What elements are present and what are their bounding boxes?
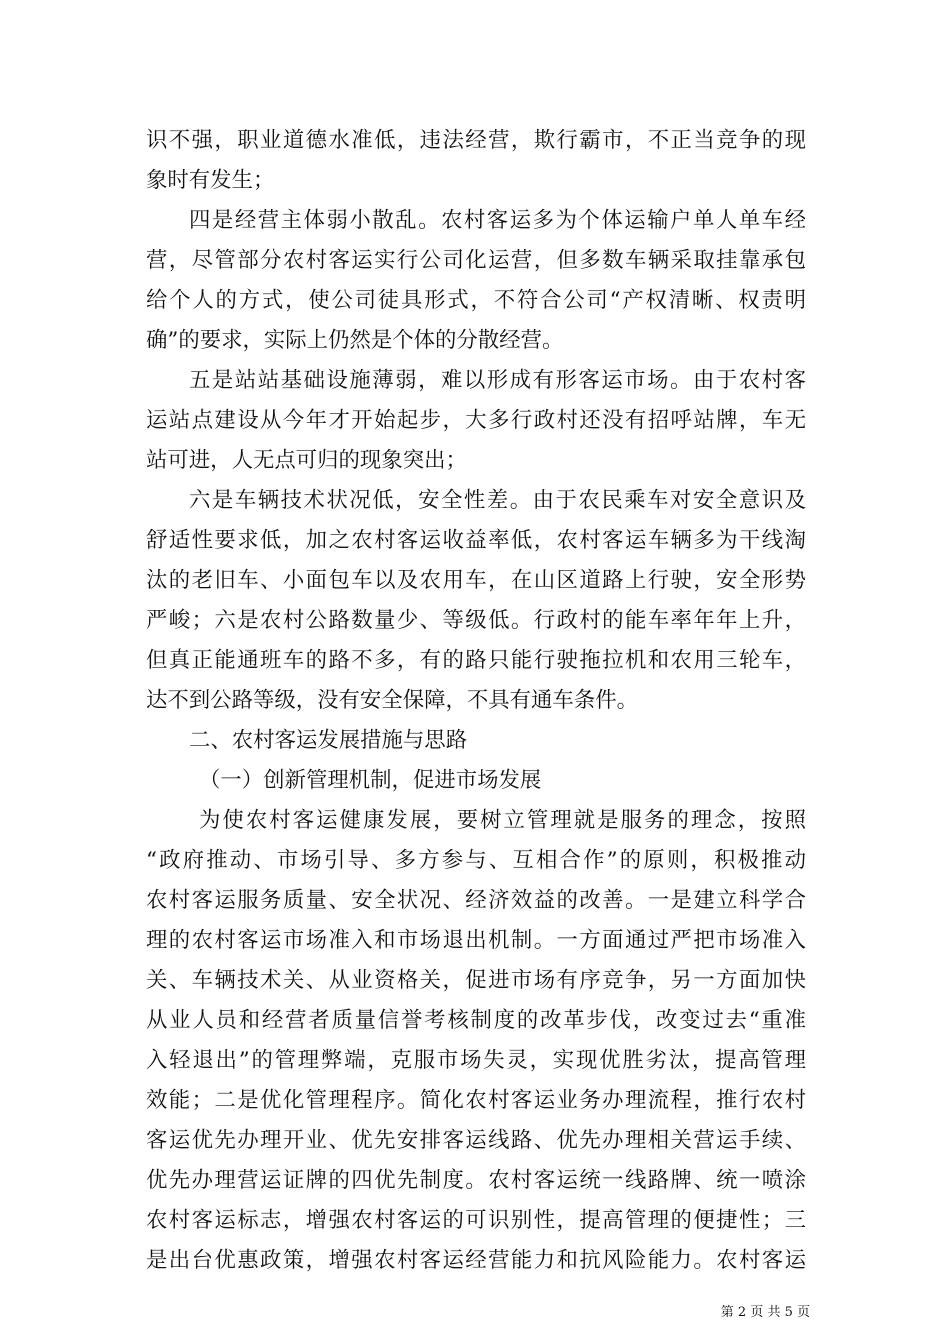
text-line: 五是站站基础设施薄弱，难以形成有形客运市场。由于农村客 bbox=[189, 368, 806, 393]
text-line: 给个人的方式，使公司徒具形式，不符合公司“产权清晰、权责明 bbox=[146, 288, 806, 313]
text-line: 关、车辆技术关、从业资格关，促进市场有序竞争，另一方面加快 bbox=[146, 968, 806, 993]
text-line: 汰的老旧车、小面包车以及农用车，在山区道路上行驶，安全形势 bbox=[146, 568, 806, 593]
text-line: 四是经营主体弱小散乱。农村客运多为个体运输户单人单车经 bbox=[189, 208, 806, 233]
text-line: 识不强，职业道德水准低，违法经营，欺行霸市，不正当竞争的现 bbox=[146, 128, 806, 153]
text-line: 效能；二是优化管理程序。简化农村客运业务办理流程，推行农村 bbox=[146, 1088, 806, 1113]
text-line: 六是车辆技术状况低，安全性差。由于农民乘车对安全意识及 bbox=[189, 488, 806, 513]
text-line: 舒适性要求低，加之农村客运收益率低，农村客运车辆多为干线淘 bbox=[146, 528, 806, 553]
text-line: 象时有发生； bbox=[146, 168, 275, 193]
text-line: 入轻退出”的管理弊端，克服市场失灵，实现优胜劣汰，提高管理 bbox=[146, 1048, 806, 1073]
text-line: 客运优先办理开业、优先安排客运线路、优先办理相关营运手续、 bbox=[146, 1128, 806, 1153]
text-line: 严峻；六是农村公路数量少、等级低。行政村的能车率年年上升， bbox=[146, 608, 806, 633]
section-heading: 二、农村客运发展措施与思路 bbox=[189, 728, 468, 753]
text-line: 站可进，人无点可归的现象突出； bbox=[146, 448, 467, 473]
text-line: 确”的要求，实际上仍然是个体的分散经营。 bbox=[146, 328, 564, 353]
text-line: 为使农村客运健康发展，要树立管理就是服务的理念，按照 bbox=[199, 808, 806, 833]
text-line: 农村客运标志，增强农村客运的可识别性，提高管理的便捷性；三 bbox=[146, 1208, 806, 1233]
subsection-heading: （一）创新管理机制，促进市场发展 bbox=[199, 768, 542, 793]
text-line: 营，尽管部分农村客运实行公司化运营，但多数车辆采取挂靠承包 bbox=[146, 248, 806, 273]
text-line: 是出台优惠政策，增强农村客运经营能力和抗风险能力。农村客运 bbox=[146, 1248, 806, 1273]
text-line: 农村客运服务质量、安全状况、经济效益的改善。一是建立科学合 bbox=[146, 888, 806, 913]
text-line: 从业人员和经营者质量信誉考核制度的改革步伐，改变过去“重准 bbox=[146, 1008, 806, 1033]
text-line: 运站点建设从今年才开始起步，大多行政村还没有招呼站牌，车无 bbox=[146, 408, 806, 433]
text-line: 达不到公路等级，没有安全保障，不具有通车条件。 bbox=[146, 688, 638, 713]
text-line: 理的农村客运市场准入和市场退出机制。一方面通过严把市场准入 bbox=[146, 928, 806, 953]
text-line: “政府推动、市场引导、多方参与、互相合作”的原则，积极推动 bbox=[146, 848, 806, 873]
text-line: 优先办理营运证牌的四优先制度。农村客运统一线路牌、统一喷涂 bbox=[146, 1168, 806, 1193]
text-line: 但真正能通班车的路不多，有的路只能行驶拖拉机和农用三轮车， bbox=[146, 648, 806, 673]
page-number-footer: 第 2 页 共 5 页 bbox=[720, 1305, 810, 1320]
